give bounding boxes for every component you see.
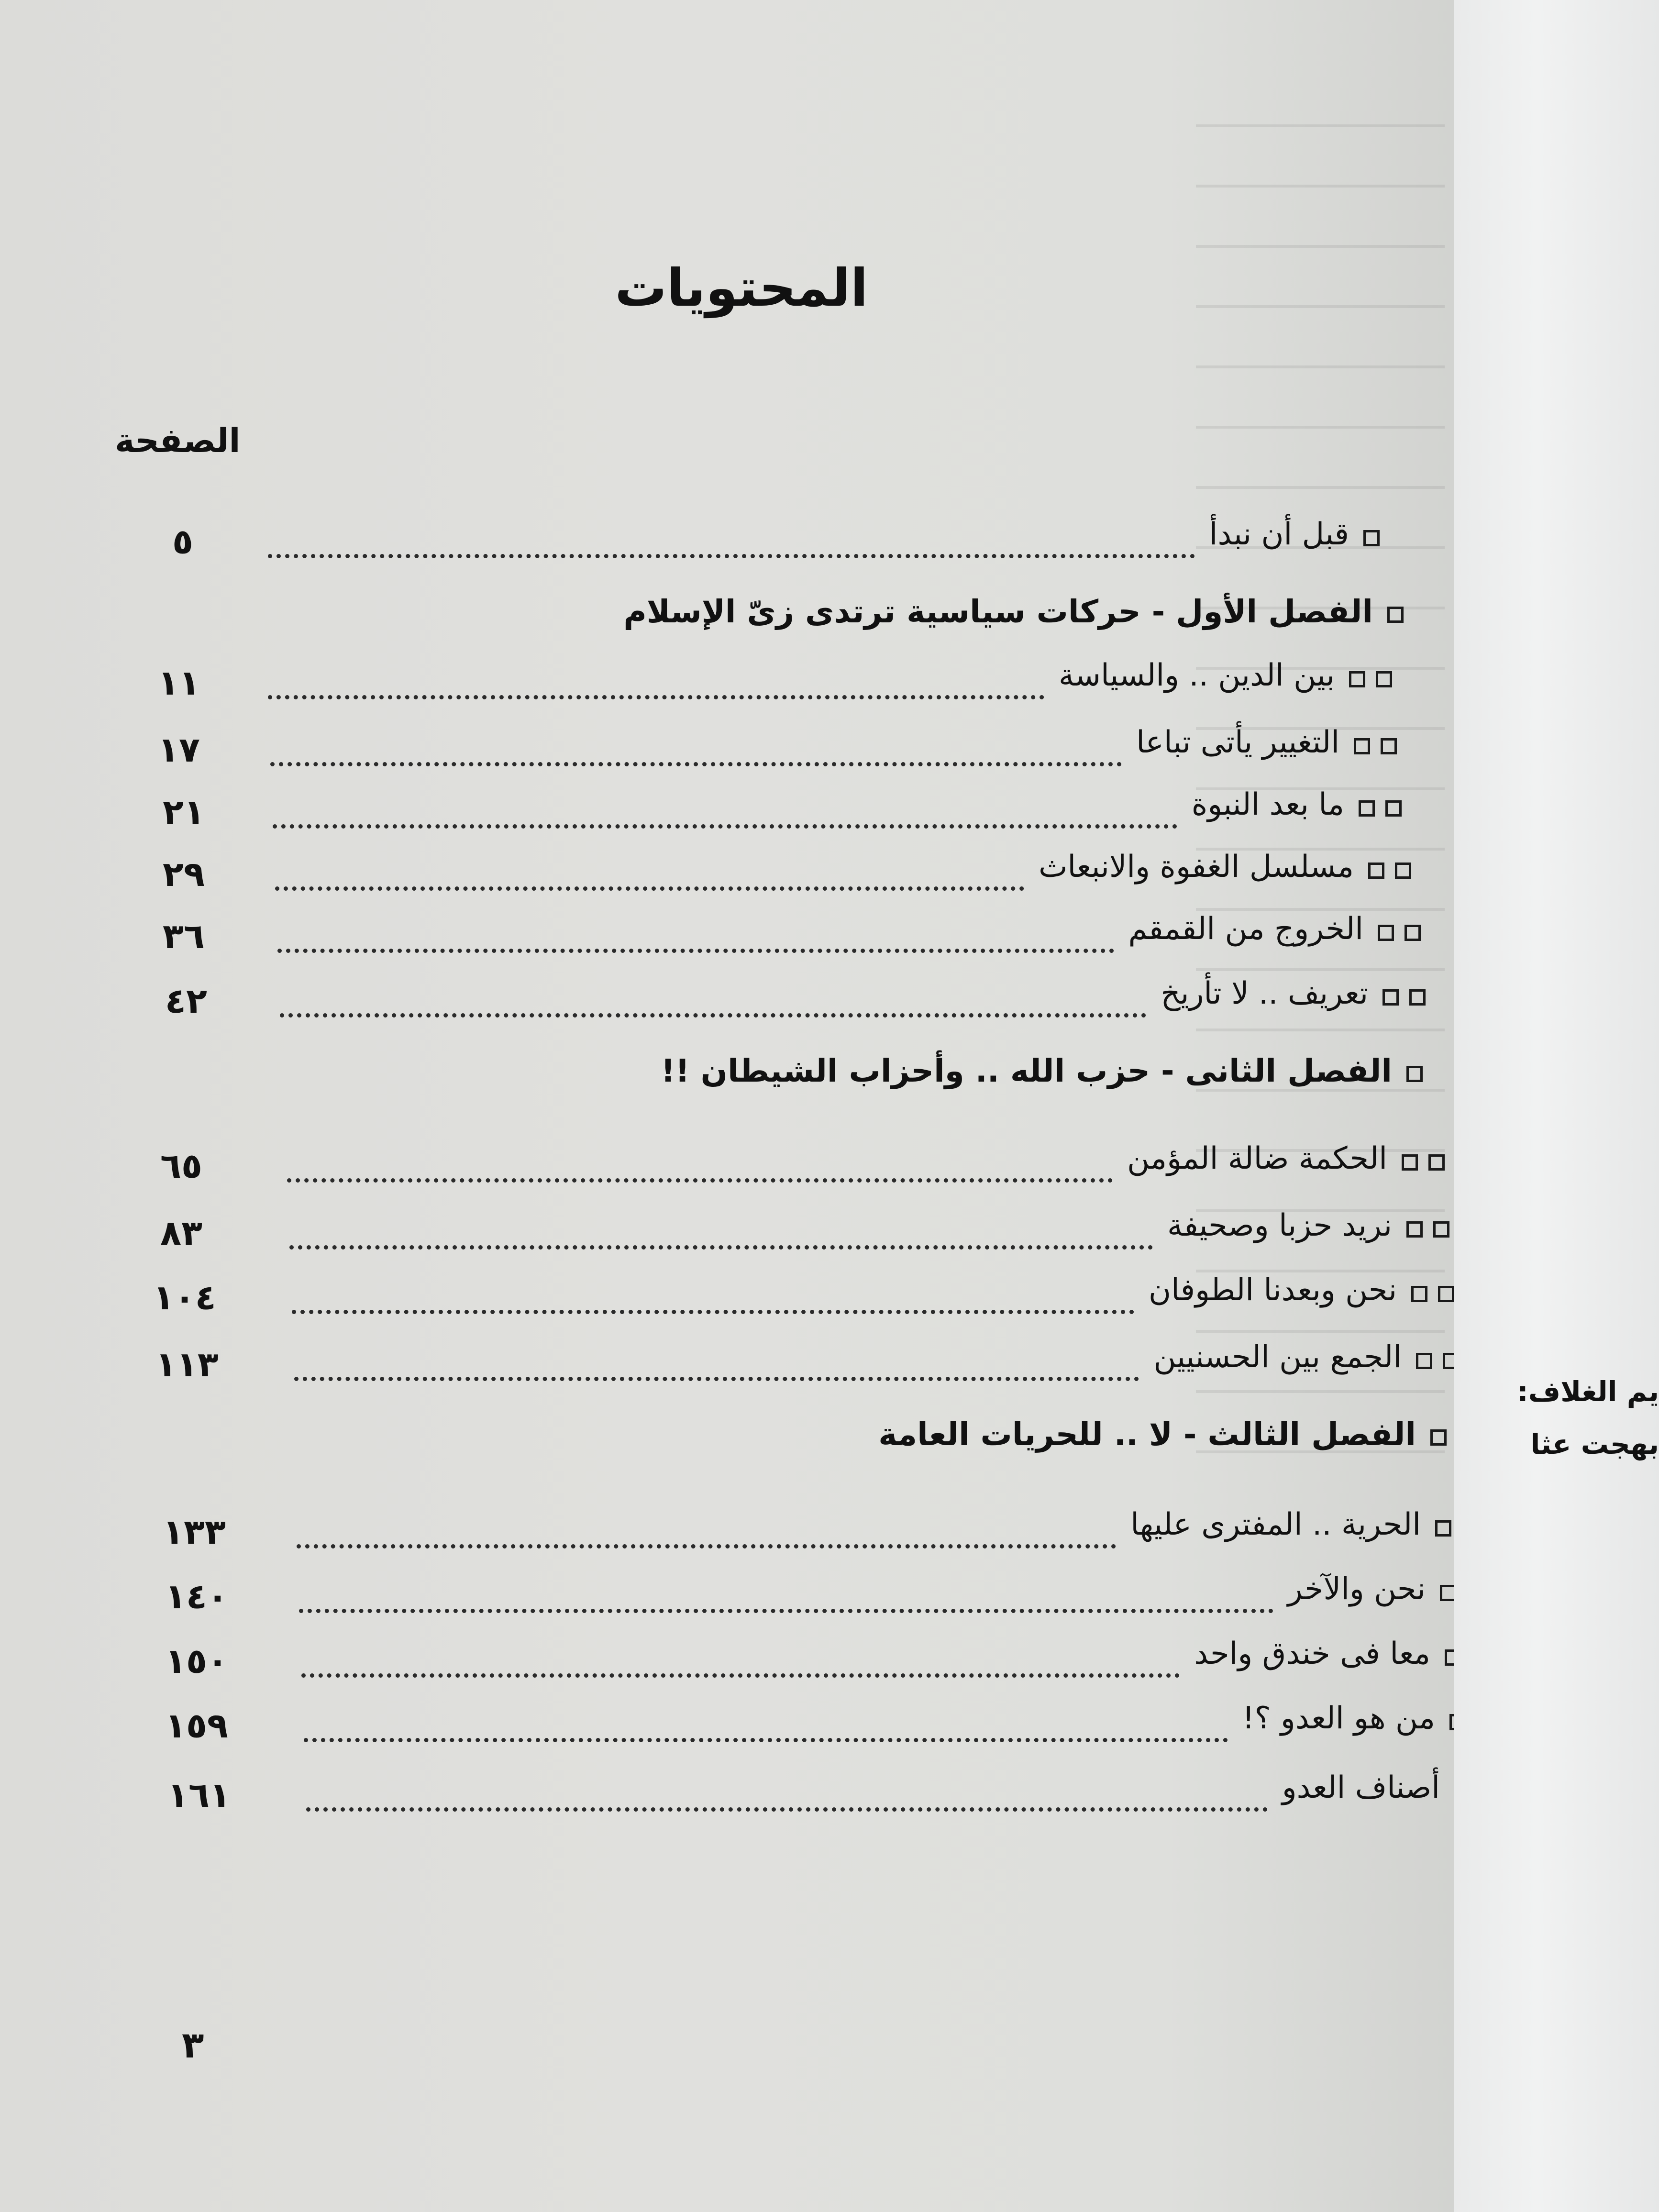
toc-chapter-row bbox=[0, 1416, 1454, 1469]
bullet-square-icon bbox=[1416, 1353, 1459, 1369]
square-bullet-icon bbox=[1378, 925, 1394, 941]
square-bullet-icon bbox=[1402, 1154, 1418, 1171]
square-bullet-icon bbox=[1395, 863, 1411, 879]
entry-title: معا فى خندق واحد bbox=[1194, 1636, 1430, 1671]
toc-entry-row bbox=[0, 1272, 1454, 1325]
dot-leader bbox=[306, 1807, 1268, 1812]
square-bullet-icon bbox=[1406, 1066, 1423, 1082]
chapter-title: الفصل الأول - حركات سياسية ترتدى زىّ الإسلام bbox=[623, 593, 1373, 630]
square-bullet-icon bbox=[1363, 530, 1380, 546]
cover-credit-line-1: يم الغلاف: bbox=[1517, 1375, 1659, 1408]
entry-title: التغيير يأتى تباعا bbox=[1136, 725, 1339, 760]
page-number: ٢١ bbox=[163, 792, 205, 832]
entry-title: بين الدين .. والسياسة bbox=[1059, 658, 1335, 693]
bullet-square-icon bbox=[1359, 800, 1402, 817]
entry-title: نحن وبعدنا الطوفان bbox=[1149, 1272, 1397, 1308]
bullet-square-icon bbox=[1368, 863, 1411, 879]
bullet-square-icon bbox=[1387, 607, 1404, 623]
square-bullet-icon bbox=[1416, 1353, 1432, 1369]
chapter-title: الفصل الثالث - لا .. للحريات العامة bbox=[878, 1416, 1416, 1453]
square-bullet-icon bbox=[1382, 989, 1399, 1006]
bullet-square-icon bbox=[1411, 1286, 1454, 1302]
entry-title: أصناف العدو bbox=[1282, 1770, 1440, 1805]
toc-entry-row bbox=[0, 725, 1454, 777]
dot-leader bbox=[268, 695, 1044, 699]
toc-entry-row bbox=[0, 849, 1454, 902]
page-number: ٢٩ bbox=[163, 854, 205, 894]
bullet-square-icon bbox=[1382, 989, 1426, 1006]
page-number: ١٧ bbox=[158, 730, 200, 770]
dot-leader bbox=[299, 1609, 1273, 1613]
bullet-square-icon bbox=[1354, 738, 1397, 754]
toc-entry-row bbox=[0, 1636, 1454, 1689]
toc-entry-row bbox=[0, 1507, 1454, 1559]
square-bullet-icon bbox=[1433, 1221, 1449, 1238]
bullet-square-icon bbox=[1402, 1154, 1445, 1171]
entry-title: الحرية .. المفترى عليها bbox=[1130, 1507, 1421, 1542]
toc-chapter-row bbox=[0, 1052, 1454, 1105]
square-bullet-icon bbox=[1409, 989, 1426, 1006]
toc-entry-row bbox=[0, 911, 1454, 964]
page-number: ١٣٣ bbox=[163, 1512, 226, 1552]
page-number: ٨٣ bbox=[160, 1213, 202, 1253]
entry-title: تعريف .. لا تأريخ bbox=[1161, 976, 1368, 1011]
dot-leader bbox=[273, 824, 1177, 829]
square-bullet-icon bbox=[1405, 925, 1421, 941]
bullet-square-icon bbox=[1430, 1429, 1447, 1446]
page-number: ١٠٤ bbox=[153, 1277, 216, 1317]
toc-entry-row bbox=[0, 658, 1454, 710]
square-bullet-icon bbox=[1440, 1585, 1456, 1601]
square-bullet-icon bbox=[1411, 1286, 1427, 1302]
dot-leader bbox=[270, 762, 1122, 766]
dot-leader bbox=[275, 886, 1024, 891]
toc-entry-row bbox=[0, 1208, 1454, 1261]
adjacent-cover-sheet bbox=[1454, 0, 1659, 2212]
square-bullet-icon bbox=[1381, 738, 1397, 754]
square-bullet-icon bbox=[1428, 1154, 1445, 1171]
page-number: ١١ bbox=[158, 663, 200, 703]
toc-entry-row bbox=[0, 1701, 1454, 1753]
dot-leader bbox=[294, 1377, 1139, 1381]
dot-leader bbox=[289, 1245, 1153, 1250]
toc-entry-row bbox=[0, 1339, 1454, 1392]
bullet-square-icon bbox=[1363, 530, 1380, 546]
page-number: ٣٦ bbox=[163, 916, 205, 956]
square-bullet-icon bbox=[1376, 671, 1392, 687]
entry-title: الجمع بين الحسنيين bbox=[1153, 1339, 1402, 1375]
page-number: ١٤٠ bbox=[165, 1576, 228, 1616]
toc-entry-row bbox=[0, 1770, 1454, 1823]
page-number: ١٦١ bbox=[167, 1775, 231, 1815]
toc-entry-row bbox=[0, 1141, 1454, 1194]
square-bullet-icon bbox=[1438, 1286, 1454, 1302]
dot-leader bbox=[297, 1544, 1116, 1548]
entry-title: الحكمة ضالة المؤمن bbox=[1127, 1141, 1387, 1176]
page-number: ٦٥ bbox=[160, 1146, 202, 1186]
page-title: المحتويات bbox=[615, 258, 868, 318]
entry-title: ما بعد النبوة bbox=[1191, 787, 1344, 822]
entry-title: مسلسل الغفوة والانبعاث bbox=[1039, 849, 1354, 885]
square-bullet-icon bbox=[1354, 738, 1370, 754]
square-bullet-icon bbox=[1435, 1520, 1451, 1537]
footer-page-number: ٣ bbox=[182, 2024, 204, 2066]
page-number: ١١٣ bbox=[155, 1344, 219, 1384]
chapter-title: الفصل الثانى - حزب الله .. وأحزاب الشيطان !! bbox=[661, 1052, 1392, 1089]
entry-title: الخروج من القمقم bbox=[1128, 911, 1363, 947]
square-bullet-icon bbox=[1387, 607, 1404, 623]
page-number: ١٥٠ bbox=[165, 1641, 228, 1681]
entry-title: قبل أن نبدأ bbox=[1209, 517, 1349, 552]
toc-entry-row bbox=[0, 1571, 1454, 1624]
square-bullet-icon bbox=[1349, 671, 1365, 687]
entry-title: نريد حزبا وصحيفة bbox=[1167, 1208, 1392, 1243]
toc-entry-row bbox=[0, 976, 1454, 1029]
square-bullet-icon bbox=[1385, 800, 1402, 817]
dot-leader bbox=[292, 1310, 1134, 1314]
page-number: ٤٢ bbox=[165, 981, 207, 1021]
square-bullet-icon bbox=[1368, 863, 1384, 879]
square-bullet-icon bbox=[1430, 1429, 1447, 1446]
bullet-square-icon bbox=[1406, 1221, 1449, 1238]
toc-entry-row bbox=[0, 787, 1454, 840]
entry-title: من هو العدو ؟! bbox=[1242, 1701, 1435, 1736]
dot-leader bbox=[301, 1673, 1180, 1678]
bullet-square-icon bbox=[1378, 925, 1421, 941]
square-bullet-icon bbox=[1406, 1221, 1423, 1238]
square-bullet-icon bbox=[1359, 800, 1375, 817]
dot-leader bbox=[268, 554, 1195, 558]
dot-leader bbox=[287, 1178, 1113, 1183]
dot-leader bbox=[277, 949, 1114, 953]
entry-title: نحن والآخر bbox=[1287, 1571, 1426, 1607]
page-column-label: الصفحة bbox=[115, 421, 241, 460]
bullet-square-icon bbox=[1349, 671, 1392, 687]
bullet-square-icon bbox=[1406, 1066, 1423, 1082]
dot-leader bbox=[304, 1738, 1228, 1742]
cover-credit-line-2: بهجت عثا bbox=[1530, 1428, 1659, 1460]
toc-chapter-row bbox=[0, 593, 1454, 646]
page-number: ١٥٩ bbox=[165, 1705, 228, 1746]
dot-leader bbox=[280, 1013, 1146, 1018]
page-number: ٥ bbox=[172, 521, 193, 562]
toc-entry-row bbox=[0, 517, 1454, 569]
